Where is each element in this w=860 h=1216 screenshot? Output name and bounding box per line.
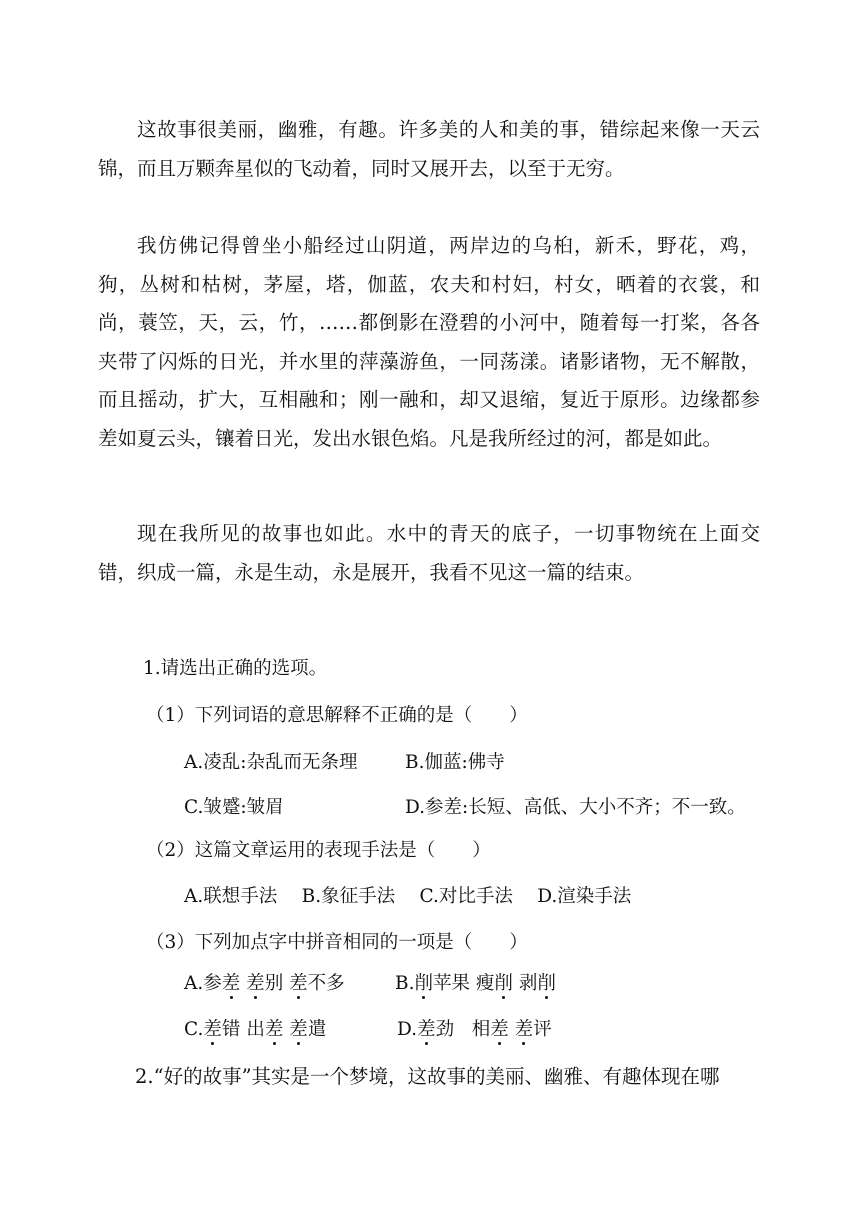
question-1-3-title: （3）下列加点字中拼音相同的一项是（ ）	[146, 932, 528, 953]
word-text: 瘦	[475, 973, 495, 994]
word-text: 劲	[435, 1019, 455, 1040]
word-text: 出	[246, 1019, 265, 1040]
passage-paragraph-3: 现在我所见的故事也如此。水中的青天的底子，一切事物统在上面交错，织成一篇，永是生动，永是展开，我看不见这一篇的结束。	[98, 522, 760, 584]
question-2-title: 2.“好的故事”其实是一个梦境，这故事的美丽、幽雅、有趣体现在哪	[135, 1065, 720, 1088]
question-1-3-option-c	[184, 1015, 326, 1041]
question-1-2-title: （2）这篇文章运用的表现手法是（ ）	[146, 840, 491, 861]
dotted-character: 差	[514, 1019, 534, 1040]
dotted-character: 削	[414, 973, 433, 994]
passage-paragraph-2: 我仿佛记得曾坐小船经过山阴道，两岸边的乌桕，新禾，野花，鸡，狗，丛树和枯树，茅屋，塔，伽蓝，农夫和村妇，村女，晒着的衣裳，和尚，蓑笠，天，云，竹，……都倒影在澄碧的小河中，随着每一打桨，各各夹带了闪烁的日光，并水里的萍藻游鱼，一同荡漾。诸影诸物，无不解散，而且摇动，扩大，互相融和；刚一融和，却又退缩，复近于原形。边缘都参差如夏云头，镶着日光，发出水银色焰。凡是我所经过的河，都是如此。	[98, 234, 760, 450]
option-label: B.	[395, 973, 415, 994]
question-1-2-options: A.联想手法 B.象征手法 C.对比手法 D.渲染手法	[184, 886, 632, 907]
question-1-1-option-b: B.伽蓝:佛寺	[405, 752, 505, 773]
dotted-character: 差	[246, 973, 265, 994]
word-text: 错	[221, 1019, 241, 1040]
option-label: C.	[184, 1019, 204, 1040]
word-text: 苹果	[433, 973, 471, 994]
question-1-3-option-d	[397, 1015, 552, 1041]
dotted-character: 削	[494, 973, 513, 994]
dotted-character: 差	[289, 1019, 308, 1040]
word-text: 评	[533, 1019, 552, 1040]
dotted-character: 差	[490, 1019, 509, 1040]
dotted-character: 差	[221, 973, 241, 994]
word-text: 相	[471, 1019, 491, 1040]
option-label: D.	[397, 1019, 418, 1040]
dotted-character: 差	[417, 1019, 436, 1040]
question-1-1-option-c: C.皱蹙:皱眉	[184, 797, 284, 818]
word-text: 参	[203, 973, 222, 994]
question-1-3-option-a	[184, 969, 345, 995]
word-text: 别	[264, 973, 284, 994]
question-1-1-option-a: A.凌乱:杂乱而无条理	[184, 752, 358, 773]
option-label: A.	[184, 973, 204, 994]
dotted-character: 削	[537, 973, 556, 994]
passage-paragraph-1: 这故事很美丽，幽雅，有趣。许多美的人和美的事，错综起来像一天云锦，而且万颗奔星似的飞动着，同时又展开去，以至于无穷。	[98, 118, 760, 180]
question-1-1-title: （1）下列词语的意思解释不正确的是（ ）	[146, 705, 528, 726]
word-text: 不多	[307, 973, 345, 994]
question-1-3-option-b	[395, 969, 556, 995]
word-text: 剥	[518, 973, 538, 994]
question-1-1-option-d: D.参差:长短、高低、大小不齐；不一致。	[405, 797, 746, 818]
dotted-character: 差	[289, 973, 308, 994]
dotted-character: 差	[264, 1019, 284, 1040]
question-1-title: 1.请选出正确的选项。	[143, 658, 328, 679]
dotted-character: 差	[203, 1019, 222, 1040]
word-text: 遣	[307, 1019, 327, 1040]
